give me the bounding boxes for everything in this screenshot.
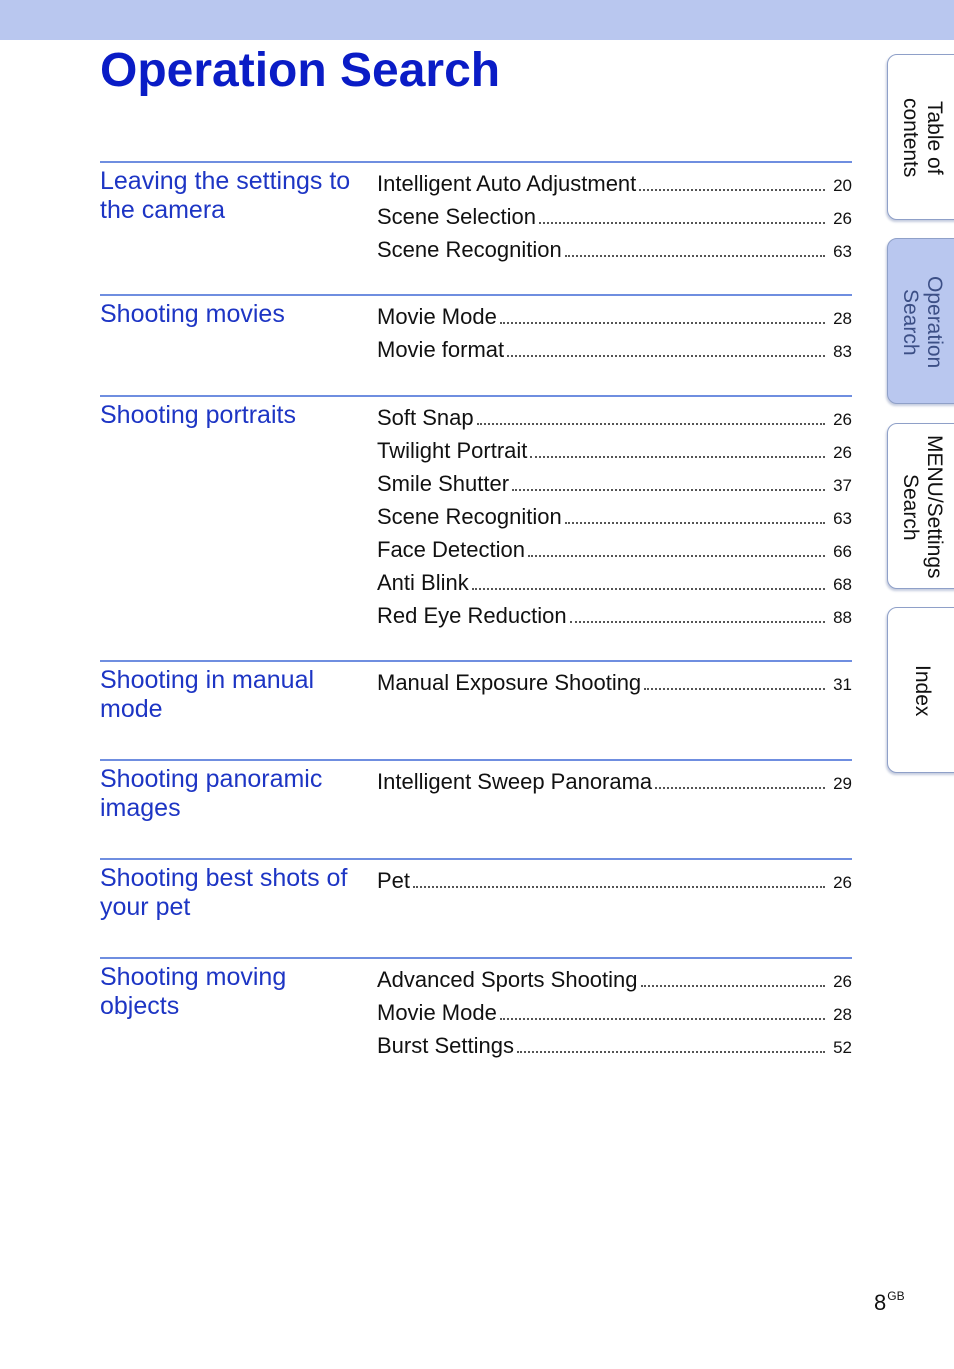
section-moving-objects <box>100 957 852 1069</box>
entry-label[interactable]: Scene Recognition <box>377 237 562 262</box>
section-title[interactable]: Shooting movies <box>100 300 285 328</box>
section-title[interactable]: Leaving the settings to the camera <box>100 167 351 224</box>
list-item[interactable] <box>377 297 852 330</box>
tab-index[interactable] <box>887 607 954 773</box>
section-title[interactable]: Shooting in manual mode <box>100 666 315 723</box>
tab-label-box <box>890 55 954 221</box>
dot-leader <box>517 1051 825 1053</box>
entry-label[interactable]: Scene Selection <box>377 204 536 229</box>
dot-leader <box>413 886 825 888</box>
list-item[interactable] <box>377 530 852 563</box>
entry-page[interactable]: 26 <box>833 972 852 991</box>
entry-label[interactable]: Red Eye Reduction <box>377 603 567 628</box>
entry-label[interactable]: Movie Mode <box>377 304 497 329</box>
entry-label[interactable]: Scene Recognition <box>377 504 562 529</box>
dot-leader <box>477 423 825 425</box>
list-item[interactable] <box>377 596 852 629</box>
section-title[interactable]: Shooting portraits <box>100 401 296 429</box>
entry-page[interactable]: 26 <box>833 209 852 228</box>
list-item[interactable] <box>377 164 852 197</box>
top-band <box>0 0 954 40</box>
page-number <box>874 1289 905 1316</box>
tab-label-box <box>890 608 954 774</box>
dot-leader <box>644 688 825 690</box>
list-item[interactable] <box>377 960 852 993</box>
entry-page[interactable]: 20 <box>833 176 852 195</box>
entry-page[interactable]: 28 <box>833 309 852 328</box>
dot-leader <box>655 787 825 789</box>
section-pet <box>100 858 852 958</box>
list-item[interactable] <box>377 861 852 894</box>
entry-label[interactable]: Manual Exposure Shooting <box>377 670 642 695</box>
section-panoramic-images <box>100 759 852 859</box>
entry-label[interactable]: Movie format <box>377 337 505 362</box>
list-item[interactable] <box>377 464 852 497</box>
entry-page[interactable]: 28 <box>833 1005 852 1024</box>
list-item[interactable] <box>377 1026 852 1059</box>
entry-page[interactable]: 31 <box>833 675 852 694</box>
list-item[interactable] <box>377 197 852 230</box>
list-item[interactable] <box>377 497 852 530</box>
entry-label[interactable]: Pet <box>377 868 411 893</box>
entry-label[interactable]: Soft Snap <box>377 405 474 430</box>
dot-leader <box>539 222 825 224</box>
list-item[interactable] <box>377 993 852 1026</box>
tab-label: Operation Search <box>899 275 946 369</box>
dot-leader <box>500 322 825 324</box>
dot-leader <box>570 621 825 623</box>
tab-label-box <box>890 239 954 405</box>
entry-label[interactable]: Smile Shutter <box>377 471 510 496</box>
tab-operation-search[interactable] <box>887 238 954 404</box>
entry-page[interactable]: 88 <box>833 608 852 627</box>
entry-label[interactable]: Burst Settings <box>377 1033 514 1058</box>
tab-label: MENU/Settings Search <box>899 435 946 579</box>
dot-leader <box>507 355 825 357</box>
list-item[interactable] <box>377 762 852 795</box>
section-shooting-movies <box>100 294 852 396</box>
entry-page[interactable]: 26 <box>833 873 852 892</box>
entry-page[interactable]: 26 <box>833 410 852 429</box>
dot-leader <box>472 588 825 590</box>
tab-label: Index <box>911 665 934 717</box>
section-manual-mode <box>100 660 852 760</box>
list-item[interactable] <box>377 230 852 263</box>
entry-page[interactable]: 37 <box>833 476 852 495</box>
dot-leader <box>528 555 825 557</box>
section-shooting-portraits <box>100 395 852 661</box>
entry-label[interactable]: Advanced Sports Shooting <box>377 967 638 992</box>
section-title[interactable]: Shooting panoramic images <box>100 765 323 822</box>
entry-label[interactable]: Twilight Portrait <box>377 438 528 463</box>
entry-page[interactable]: 66 <box>833 542 852 561</box>
entry-page[interactable]: 26 <box>833 443 852 462</box>
entry-label[interactable]: Movie Mode <box>377 1000 497 1025</box>
list-item[interactable] <box>377 398 852 431</box>
dot-leader <box>565 522 825 524</box>
dot-leader <box>512 489 825 491</box>
entry-page[interactable]: 68 <box>833 575 852 594</box>
tab-label-box <box>890 424 954 590</box>
list-item[interactable] <box>377 663 852 696</box>
tab-table-of-contents[interactable] <box>887 54 954 220</box>
section-title[interactable]: Shooting moving objects <box>100 963 287 1020</box>
dot-leader <box>639 189 825 191</box>
dot-leader <box>530 456 825 458</box>
list-item[interactable] <box>377 330 852 363</box>
page-suffix: GB <box>887 1289 905 1303</box>
page-title: Operation Search <box>100 44 501 97</box>
list-item[interactable] <box>377 563 852 596</box>
entry-label[interactable]: Anti Blink <box>377 570 469 595</box>
entry-label[interactable]: Face Detection <box>377 537 525 562</box>
entry-page[interactable]: 63 <box>833 242 852 261</box>
entry-page[interactable]: 63 <box>833 509 852 528</box>
dot-leader <box>565 255 825 257</box>
entry-page[interactable]: 52 <box>833 1038 852 1057</box>
dot-leader <box>641 985 825 987</box>
entry-page[interactable]: 29 <box>833 774 852 793</box>
page-number-value: 8 <box>874 1290 887 1315</box>
entry-label[interactable]: Intelligent Auto Adjustment <box>377 171 637 196</box>
section-leaving-settings <box>100 161 852 295</box>
section-title[interactable]: Shooting best shots of your pet <box>100 864 348 921</box>
tab-label: Table of contents <box>899 98 946 178</box>
entry-label[interactable]: Intelligent Sweep Panorama <box>377 769 653 794</box>
dot-leader <box>500 1018 825 1020</box>
entry-page[interactable]: 83 <box>833 342 852 361</box>
list-item[interactable] <box>377 431 852 464</box>
tab-menu-settings-search[interactable] <box>887 423 954 589</box>
